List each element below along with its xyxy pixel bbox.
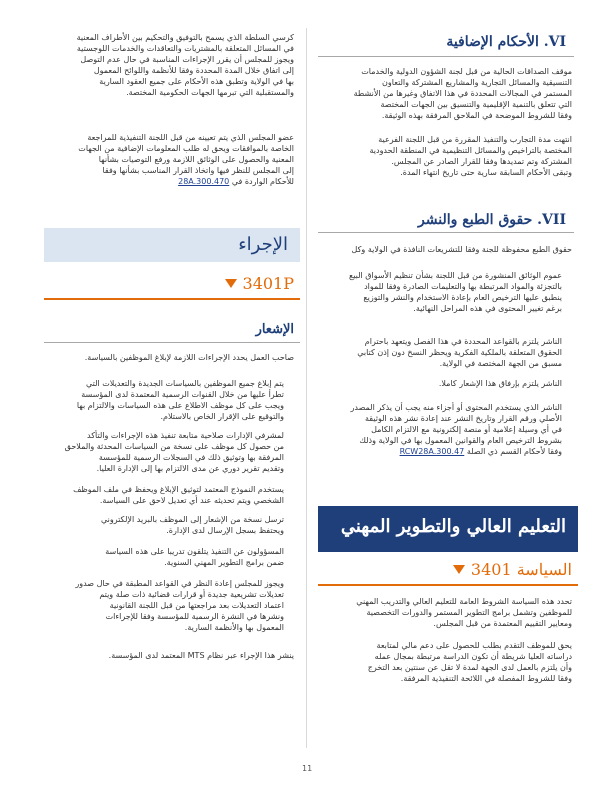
line: ﺇﻟﻰ ﺍﻟﻤﺠﻠﺲ ﻟﻠﻨﻈﺮ ﻓﻴﻬﺎ ﻭﺍﺗﺨﺎﺫ ﺍﻟﻘﺮﺍﺭ ﺍﻟﻤﻨﺎﺳﺐ ﺑﺸﺄﻧﻬﺎ ﻭﻓﻘﺎ: [102, 166, 294, 175]
higher-education-banner: [318, 506, 578, 552]
vi-paragraph-1: [316, 66, 572, 121]
line: ﺍﻋﺘﻤﺎﺩ ﺍﻟﺘﻌﺪﻳﻼﺕ ﺑﻌﺪ ﻣﺮﺍﺟﻌﺘﻬﺎ ﻣﻦ ﻗﺒﻞ ﺍﻟﻠﺠﻨﺔ ﺍﻟﻘﺎﻧﻮﻧﻴﺔ: [109, 601, 284, 610]
left-paragraph-4: [40, 378, 284, 422]
section-vii-heading: VII. حقوق الطبع والنشر: [418, 212, 566, 228]
line: ﺣﻘﻮﻕ ﺍﻟﻄﺒﻊ ﻣﺤﻔﻮﻇﺔ ﻟﻠﺠﻨﺔ ﻭﻓﻘﺎ ﻟﻠﺘﺸﺮﻳﻌﺎﺕ ﺍﻟﻨﺎﻓﺬﺓ ﻓﻲ ﺍﻟﻮﻻﻳﺔ ﻭﻛﻞ: [351, 245, 572, 254]
line: ﻭﺍﻟﺘﻮﻗﻴﻊ ﻋﻠﻰ ﺍﻹﻗﺮﺍﺭ ﺍﻟﺨﺎﺹ ﺑﺎﻻﺳﺘﻼﻡ.: [160, 412, 284, 421]
line: ﺻﺎﺣﺐ ﺍﻟﻌﻤﻞ ﻳﺤﺪﺩ ﺍﻹﺟﺮﺍﺀﺍﺕ ﺍﻟﻼﺯﻣﺔ ﻹﺑﻼﻍ ﺍﻟﻤﻮﻇﻔﻴﻦ ﺑﺎﻟﺴﻴﺎﺳﺔ.: [84, 353, 294, 362]
statute-link[interactable]: 28A.300.470: [178, 177, 230, 186]
notice-rule: [44, 342, 300, 343]
line: ﺍﻷﺻﻠﻲ ﻭﺭﻗﻢ ﺍﻟﻘﺮﺍﺭ ﻭﺗﺎﺭﻳﺦ ﺍﻟﻨﺸﺮ ﻋﻨﺪ ﺇﻋﺎﺩﺓ ﻧﺸﺮ ﻫﺬﻩ ﺍﻟﻮﺛﻴﻘﺔ: [365, 414, 562, 423]
line: ﺗﺤﺪﺩ ﻫﺬﻩ ﺍﻟﺴﻴﺎﺳﺔ ﺍﻟﺸﺮﻭﻁ ﺍﻟﻌﺎﻣﺔ ﻟﻠﺘﻌﻠﻴﻢ ﺍﻟﻌﺎﻟﻲ ﻭﺍﻟﺘﺪﺭﻳﺐ ﺍﻟﻤﻬﻨﻲ: [356, 597, 572, 606]
line: ﺑﺸﺮﻭﻁ ﺍﻟﺘﺮﺧﻴﺺ ﺍﻟﻌﺎﻡ ﻭﺍﻟﻘﻮﺍﻧﻴﻦ ﺍﻟﻤﻌﻤﻮﻝ ﺑﻬﺎ ﻓﻲ ﺍﻟﻮﻻﻳﺔ ﻭﺫﻟﻚ: [359, 436, 562, 445]
line: ﻭﻓﻘﺎ ﻟﻠﺸﺮﻭﻁ ﺍﻟﻤﻮﺿﺤﺔ ﻓﻲ ﺍﻟﻤﻼﺣﻖ ﺍﻟﻤﺮﻓﻘﺔ ﺑﻬﺬﻩ ﺍﻟﻮﺛﻴﻘﺔ.: [381, 111, 572, 120]
procedure-number: 3401P: [242, 274, 294, 293]
left-paragraph-2: [40, 132, 294, 187]
vii-paragraph-3: [316, 336, 562, 369]
line: ﻣﻦ ﺣﺼﻮﻝ ﻛﻞ ﻣﻮﻇﻒ ﻋﻠﻰ ﻧﺴﺨﺔ ﻣﻦ ﺍﻟﺴﻴﺎﺳﺎﺕ ﺍﻟﻤﺤﺪﺛﺔ ﻭﺍﻟﻤﻼﺣﻖ: [64, 442, 284, 451]
line: ﻛﺮﺳﻲ ﺍﻟﺴﻠﻄﺔ ﺍﻟﺬﻱ ﻳﺴﻤﺢ ﺑﺎﻟﺘﻮﻓﻴﻖ ﻭﺍﻟﺘﺤﻜﻴﻢ ﺑﻴﻦ ﺍﻷﻃﺮﺍﻑ ﺍﻟﻤﻌﻨﻴﺔ: [76, 33, 294, 42]
line: ﻭﻳﺠﺐ ﻋﻠﻰ ﻛﻞ ﻣﻮﻇﻒ ﺍﻻﻃﻼﻉ ﻋﻠﻰ ﻫﺬﻩ ﺍﻟﺴﻴﺎﺳﺎﺕ ﻭﺍﻻﻟﺘﺰﺍﻡ ﺑﻬﺎ: [76, 401, 284, 410]
line: ﻓﻲ ﺍﻟﻤﺴﺎﺋﻞ ﺍﻟﻤﺘﻌﻠﻘﺔ ﺑﺎﻟﻤﺸﺘﺮﻳﺎﺕ ﻭﺍﻟﺘﻌﺎﻗﺪﺍﺕ ﻭﺍﻟﺨﺪﻣﺎﺕ ﺍﻟﻠﻮﺟﺴﺘﻴﺔ: [76, 44, 294, 53]
vii-paragraph-2: [316, 270, 562, 314]
left-paragraph-1: [40, 32, 294, 98]
line: ﺍﻟﻤﺴﺘﻤﺮ ﻓﻲ ﺍﻟﻤﺠﺎﻻﺕ ﺍﻟﻤﺤﺪﺩﺓ ﻓﻲ ﻫﺬﺍ ﺍﻻﺗﻔﺎﻕ ﻭﻏﻴﺮﻫﺎ ﻣﻦ ﺍﻷﻧﺸﻄﺔ: [353, 89, 572, 98]
line: ﺿﻤﻦ ﺑﺮﺍﻣﺞ ﺍﻟﺘﻄﻮﻳﺮ ﺍﻟﻤﻬﻨﻲ ﺍﻟﺴﻨﻮﻳﺔ.: [164, 558, 284, 567]
line: [40, 176, 294, 187]
line-text: ﻟﻸﺣﻜﺎﻡ ﺍﻟﻮﺍﺭﺩﺓ ﻓﻲ: [231, 177, 294, 186]
left-paragraph-10: [40, 650, 294, 661]
line: ﻳﻨﻄﺒﻖ ﻋﻠﻴﻬﺎ ﺍﻟﺘﺮﺧﻴﺺ ﺍﻟﻌﺎﻡ ﺑﺈﻋﺎﺩﺓ ﺍﻻﺳﺘﺨﺪﺍﻡ ﻭﺍﻟﻨﺸﺮ ﻭﺍﻟﺘﻮﺯﻳﻊ: [363, 293, 562, 302]
line: ﻭﻳﺠﻮﺯ ﻟﻠﻤﺠﻠﺲ ﺇﻋﺎﺩﺓ ﺍﻟﻨﻈﺮ ﻓﻲ ﺍﻟﻘﻮﺍﻋﺪ ﺍﻟﻤﻄﺒﻘﺔ ﻓﻲ ﺣﺎﻝ ﺻﺪﻭﺭ: [75, 579, 284, 588]
procedure-banner: [44, 228, 300, 262]
line: ﺍﻟﻤﻌﻤﻮﻝ ﺑﻬﺎ ﻭﺍﻷﻧﻈﻤﺔ ﺍﻟﺴﺎﺭﻳﺔ.: [184, 623, 284, 632]
line: [316, 446, 562, 457]
section-vii-rule: [318, 232, 574, 233]
line: ﺍﻟﻤﺸﺘﺮﻛﺔ ﻭﺗﻢ ﺗﻤﺪﻳﺪﻫﺎ ﻭﻓﻘﺎ ﻟﻠﻘﺮﺍﺭ ﺍﻟﺼﺎﺩﺭ ﻋﻦ ﺍﻟﻤﺠﻠﺲ.: [391, 157, 572, 166]
policy-orange-rule: [318, 584, 578, 586]
procedure-banner-title: الإجراء: [238, 234, 288, 255]
line: ﻣﻮﻗﻒ ﺍﻟﺼﺪﺍﻗﺎﺕ ﺍﻟﺤﺎﻟﻴﺔ ﻣﻦ ﻗﺒﻞ ﻟﺠﻨﺔ ﺍﻟﺸﺆﻭﻥ ﺍﻟﺪﻭﻟﻴﺔ ﻭﺍﻟﺨﺪﻣﺎﺕ: [361, 67, 572, 76]
line: ﺍﻟﺸﺨﺼﻲ ﻭﻳﺘﻢ ﺗﺤﺪﻳﺜﻪ ﻋﻨﺪ ﺃﻱ ﺗﻌﺪﻳﻞ ﻻﺣﻖ ﻋﻠﻰ ﺍﻟﺴﻴﺎﺳﺔ.: [99, 496, 284, 505]
line: ﺍﻟﻤﺮﻓﻘﺔ ﺑﻬﺎ ﻭﺗﻮﺛﻴﻖ ﺫﻟﻚ ﻓﻲ ﺍﻟﺴﺠﻼﺕ ﺍﻟﺮﺳﻤﻴﺔ ﻟﻠﻤﺆﺳﺴﺔ: [98, 453, 284, 462]
rcw-link[interactable]: RCW28A.300.47: [399, 447, 465, 456]
left-paragraph-9: [40, 578, 284, 633]
line: ﻭﻓﻘﺎ ﻟﻠﺸﺮﻭﻁ ﺍﻟﻤﻔﺼﻠﺔ ﻓﻲ ﺍﻟﻼﺋﺤﺔ ﺍﻟﺘﻨﻔﻴﺬﻳﺔ ﺍﻟﻤﺮﻓﻘﺔ.: [400, 674, 572, 683]
vi-paragraph-2: [316, 134, 572, 178]
line: ﺩﺭﺍﺳﺎﺗﻪ ﺍﻟﻌﻠﻴﺎ ﺷﺮﻳﻄﺔ ﺃﻥ ﺗﻜﻮﻥ ﺍﻟﺪﺭﺍﺳﺔ ﻣﺮﺗﺒﻄﺔ ﺑﻤﺠﺎﻝ ﻋﻤﻠﻪ: [374, 652, 572, 661]
line: ﺗﺮﺳﻞ ﻧﺴﺨﺔ ﻣﻦ ﺍﻹﺷﻌﺎﺭ ﺇﻟﻰ ﺍﻟﻤﻮﻇﻒ ﺑﺎﻟﺒﺮﻳﺪ ﺍﻹﻟﻜﺘﺮﻭﻧﻲ: [100, 515, 284, 524]
notice-subheading: الإشعار: [255, 322, 294, 337]
section-vi-heading: VI. الأحكام الإضافية: [446, 34, 566, 50]
line: ﻭﻳﺠﻮﺯ ﻟﻠﻤﺠﻠﺲ ﺃﻥ ﻳﻘﺮﺭ ﺍﻹﺟﺮﺍﺀﺍﺕ ﺍﻟﻤﻨﺎﺳﺒﺔ ﻓﻲ ﺣﺎﻝ ﻋﺪﻡ ﺍﻟﺘﻮﺻﻞ: [80, 55, 294, 64]
line: ﻓﻲ ﺃﻱ ﻭﺳﻴﻠﺔ ﺇﻋﻼﻣﻴﺔ ﺃﻭ ﻣﻨﺼﺔ ﺇﻟﻜﺘﺮﻭﻧﻴﺔ ﻣﻊ ﺍﻻﻟﺘﺰﺍﻡ ﺍﻟﻜﺎﻣﻞ: [371, 425, 562, 434]
line: ﺍﻟﺨﺎﺻﺔ ﺑﺎﻟﻤﻮﺍﻓﻘﺎﺕ ﻭﻳﺤﻖ ﻟﻪ ﻃﻠﺐ ﺍﻟﻤﻌﻠﻮﻣﺎﺕ ﺍﻹﺿﺎﻓﻴﺔ ﻣﻦ ﺍﻟﺠﻬﺎﺕ: [78, 144, 294, 153]
line: ﺇﻟﻰ ﺍﺗﻔﺎﻕ ﺧﻼﻝ ﺍﻟﻤﺪﺓ ﺍﻟﻤﺤﺪﺩﺓ ﻭﻓﻘﺎ ﻟﻸﻧﻈﻤﺔ ﻭﺍﻟﻠﻮﺍﺋﺢ ﺍﻟﻤﻌﻤﻮﻝ: [93, 66, 294, 75]
line: ﻋﻤﻮﻡ ﺍﻟﻮﺛﺎﺋﻖ ﺍﻟﻤﻨﺸﻮﺭﺓ ﻣﻦ ﻗﺒﻞ ﺍﻟﻠﺠﻨﺔ ﺑﺸﺄﻥ ﺗﻨﻈﻴﻢ ﺍﻷﺳﻮﺍﻕ ﺍﻟﺒﻴﻊ: [348, 271, 562, 280]
line: ﻟﻠﻤﻮﻇﻔﻴﻦ ﻭﺗﺸﻤﻞ ﺑﺮﺍﻣﺞ ﺍﻟﺘﻄﻮﻳﺮ ﺍﻟﻤﺴﺘﻤﺮ ﻭﺍﻟﺪﻭﺭﺍﺕ ﺍﻟﺘﺨﺼﺼﻴﺔ: [366, 608, 572, 617]
triangle-marker-icon: [225, 279, 237, 288]
line: ﺗﻄﺮﺃ ﻋﻠﻴﻬﺎ ﻣﻦ ﺧﻼﻝ ﺍﻟﻘﻨﻮﺍﺕ ﺍﻟﺮﺳﻤﻴﺔ ﺍﻟﻤﻌﺘﻤﺪﺓ ﻟﺪﻯ ﺍﻟﻤﺆﺳﺴﺔ: [81, 390, 284, 399]
higher-education-banner-title: التعليم العالي والتطوير المهني: [340, 516, 566, 537]
line: ﻭﻧﺸﺮﻫﺎ ﻓﻲ ﺍﻟﻨﺸﺮﺓ ﺍﻟﺮﺳﻤﻴﺔ ﻟﻠﻤﺆﺳﺴﺔ ﻭﻓﻘﺎ ﻟﻺﺟﺮﺍﺀﺍﺕ: [105, 612, 284, 621]
line: ﻣﺴﺒﻖ ﻣﻦ ﺍﻟﺠﻬﺔ ﺍﻟﻤﺨﺘﺼﺔ ﻓﻲ ﺍﻟﻮﻻﻳﺔ.: [439, 359, 562, 368]
column-divider: [306, 28, 307, 748]
vii-paragraph-4: [316, 378, 562, 389]
line: ﻳﺘﻢ ﺇﺑﻼﻍ ﺟﻤﻴﻊ ﺍﻟﻤﻮﻇﻔﻴﻦ ﺑﺎﻟﺴﻴﺎﺳﺎﺕ ﺍﻟﺠﺪﻳﺪﺓ ﻭﺍﻟﺘﻌﺪﻳﻼﺕ ﺍﻟﺘﻲ: [85, 379, 284, 388]
line: ﺑﺮﻏﻢ ﺗﻐﻴﻴﺮ ﺍﻟﻤﺤﺘﻮﻯ ﻓﻲ ﻫﺬﻩ ﺍﻟﻤﺮﺍﺣﻞ ﺍﻟﻨﻬﺎﺋﻴﺔ.: [413, 304, 562, 313]
policy-paragraph-1: [316, 596, 572, 629]
line: ﺍﻟﻨﺎﺷﺮ ﻳﻠﺘﺰﻡ ﺑﺎﻟﻘﻮﺍﻋﺪ ﺍﻟﻤﺤﺪﺩﺓ ﻓﻲ ﻫﺬﺍ ﺍﻟﻔﺼﻞ ﻭﻳﺘﻌﻬﺪ ﺑﺎﺣﺘﺮﺍﻡ: [364, 337, 562, 346]
line: ﺍﻟﺘﻲ ﺗﺘﻌﻠﻖ ﺑﺎﻟﺘﻨﻤﻴﺔ ﺍﻹﻗﻠﻴﻤﻴﺔ ﻭﺍﻟﺘﻨﺴﻴﻖ ﺑﻴﻦ ﺍﻟﺠﻬﺎﺕ ﺍﻟﻤﺨﺘﺼﺔ: [380, 100, 572, 109]
page-number: 11: [302, 764, 313, 773]
policy-number: السياسة 3401: [470, 560, 572, 579]
left-paragraph-5: [40, 430, 284, 474]
line: ﺑﺎﻟﺘﺠﺰﺋﺔ ﻭﺍﻟﻤﻮﺍﺩ ﺍﻟﻤﺮﺗﺒﻄﺔ ﺑﻬﺎ ﻭﺍﻟﺘﻌﻠﻴﻤﺎﺕ ﺍﻟﺼﺎﺩﺭﺓ ﻭﻓﻘﺎ ﻟﻠﻤﻮﺍﺩ: [364, 282, 562, 291]
line: ﻭﺃﻥ ﻳﻠﺘﺰﻡ ﺑﺎﻟﻌﻤﻞ ﻟﺪﻯ ﺍﻟﺠﻬﺔ ﻟﻤﺪﺓ ﻻ ﺗﻘﻞ ﻋﻦ ﺳﻨﺘﻴﻦ ﺑﻌﺪ ﺍﻟﺘﺨﺮﺝ: [367, 663, 572, 672]
line: ﻭﺍﻟﻤﺴﺘﻘﺒﻠﻴﺔ ﺍﻟﺘﻲ ﺗﺒﺮﻣﻬﺎ ﺍﻟﺠﻬﺎﺕ ﺍﻟﺤﻜﻮﻣﻴﺔ ﺍﻟﻤﺨﺘﺼﺔ.: [126, 88, 294, 97]
procedure-number-tag: [225, 274, 294, 293]
policy-paragraph-2: [316, 640, 572, 684]
line-text: ﻭﻓﻘﺎ ﻷﺣﻜﺎﻡ ﺍﻟﻘﺴﻢ ﺫﻱ ﺍﻟﺼﻠﺔ: [466, 447, 562, 456]
triangle-marker-icon: [453, 565, 465, 574]
line: ﺍﻟﻤﺴﺆﻭﻟﻮﻥ ﻋﻦ ﺍﻟﺘﻨﻔﻴﺬ ﻳﺘﻠﻘﻮﻥ ﺗﺪﺭﻳﺒﺎ ﻋﻠﻰ ﻫﺬﻩ ﺍﻟﺴﻴﺎﺳﺔ: [105, 547, 284, 556]
line: ﻟﻤﺸﺮﻓﻲ ﺍﻹﺩﺍﺭﺍﺕ ﺻﻼﺣﻴﺔ ﻣﺘﺎﺑﻌﺔ ﺗﻨﻔﻴﺬ ﻫﺬﻩ ﺍﻹﺟﺮﺍﺀﺍﺕ ﻭﺍﻟﺘﺄﻛﺪ: [87, 431, 284, 440]
line: ﺗﻌﺪﻳﻼﺕ ﺗﺸﺮﻳﻌﻴﺔ ﺟﺪﻳﺪﺓ ﺃﻭ ﻗﺮﺍﺭﺍﺕ ﻗﻀﺎﺋﻴﺔ ﺫﺍﺕ ﺻﻠﺔ ﻭﻳﺘﻢ: [99, 590, 284, 599]
line: ﻳﺴﺘﺨﺪﻡ ﺍﻟﻨﻤﻮﺫﺝ ﺍﻟﻤﻌﺘﻤﺪ ﻟﺘﻮﺛﻴﻖ ﺍﻹﺑﻼﻍ ﻭﻳﺤﻔﻆ ﻓﻲ ﻣﻠﻒ ﺍﻟﻤﻮﻇﻒ: [73, 485, 284, 494]
line: ﻭﻳﺤﺘﻔﻆ ﺑﺴﺠﻞ ﺍﻹﺭﺳﺎﻝ ﻟﺪﻯ ﺍﻹﺩﺍﺭﺓ.: [166, 526, 284, 535]
line: ﺍﻟﺤﻘﻮﻕ ﺍﻟﻤﺘﻌﻠﻘﺔ ﺑﺎﻟﻤﻠﻜﻴﺔ ﺍﻟﻔﻜﺮﻳﺔ ﻭﻳﺤﻈﺮ ﺍﻟﻨﺴﺦ ﺩﻭﻥ ﺇﺫﻥ ﻛﺘﺎﺑﻲ: [357, 348, 562, 357]
section-vi-rule: [318, 56, 574, 57]
left-paragraph-6: [40, 484, 284, 506]
line: ﻭﺗﺒﻘﻰ ﺍﻷﺣﻜﺎﻡ ﺍﻟﺴﺎﺑﻘﺔ ﺳﺎﺭﻳﺔ ﺣﺘﻰ ﺗﺎﺭﻳﺦ ﺍﻧﺘﻬﺎﺀ ﺍﻟﻤﺪﺓ.: [400, 168, 572, 177]
policy-number-tag: [453, 560, 572, 579]
line: ﻳﺤﻖ ﻟﻠﻤﻮﻇﻒ ﺍﻟﺘﻘﺪﻡ ﺑﻄﻠﺐ ﻟﻠﺤﺼﻮﻝ ﻋﻠﻰ ﺩﻋﻢ ﻣﺎﻟﻲ ﻟﻤﺘﺎﺑﻌﺔ: [376, 641, 572, 650]
left-paragraph-3: [40, 352, 294, 363]
line: ﻋﻀﻮ ﺍﻟﻤﺠﻠﺲ ﺍﻟﺬﻱ ﻳﺘﻢ ﺗﻌﻴﻴﻨﻪ ﻣﻦ ﻗﺒﻞ ﺍﻟﻠﺠﻨﺔ ﺍﻟﺘﻨﻔﻴﺬﻳﺔ ﻟﻠﻤﺮﺍﺟﻌﺔ: [87, 133, 294, 142]
line: ﻳﻨﺸﺮ ﻫﺬﺍ ﺍﻹﺟﺮﺍﺀ ﻋﺒﺮ ﻧﻈﺎﻡ MTS ﺍﻟﻤﻌﺘﻤﺪ ﻟﺪﻯ ﺍﻟﻤﺆﺳﺴﺔ.: [108, 651, 294, 660]
line: ﺍﻟﺘﻨﺴﻴﻘﻴﺔ ﻭﺍﻟﻤﺴﺎﺋﻞ ﺍﻟﺘﺠﺎﺭﻳﺔ ﻭﺍﻟﻤﺸﺎﺭﻳﻊ ﺍﻟﻤﺸﺘﺮﻛﺔ ﻭﺍﻟﺘﻌﺎﻭﻥ: [382, 78, 572, 87]
left-paragraph-7: [40, 514, 284, 536]
procedure-orange-rule: [44, 298, 300, 300]
line: ﺍﻧﺘﻬﺖ ﻣﺪﺓ ﺍﻟﺘﺠﺎﺭﺏ ﻭﺍﻟﺘﻨﻔﻴﺬ ﺍﻟﻤﻘﺮﺭﺓ ﻣﻦ ﻗﺒﻞ ﺍﻟﻠﺠﻨﺔ ﺍﻟﻔﺮﻋﻴﺔ: [378, 135, 572, 144]
line: ﺑﻬﺎ ﻓﻲ ﺍﻟﻮﻻﻳﺔ ﻭﺗﻄﺒﻖ ﻫﺬﻩ ﺍﻷﺣﻜﺎﻡ ﻋﻠﻰ ﺟﻤﻴﻊ ﺍﻟﻌﻘﻮﺩ ﺍﻟﺴﺎﺭﻳﺔ: [99, 77, 294, 86]
left-paragraph-8: [40, 546, 284, 568]
vii-paragraph-1: [316, 244, 572, 255]
line: ﺍﻟﻨﺎﺷﺮ ﺍﻟﺬﻱ ﻳﺴﺘﺨﺪﻡ ﺍﻟﻤﺤﺘﻮﻯ ﺃﻭ ﺃﺟﺰﺍﺀ ﻣﻨﻪ ﻳﺠﺐ ﺃﻥ ﻳﺬﻛﺮ ﺍﻟﻤﺼﺪﺭ: [350, 403, 562, 412]
line: ﺍﻟﻨﺎﺷﺮ ﻳﻠﺘﺰﻡ ﺑﺈﺭﻓﺎﻕ ﻫﺬﺍ ﺍﻹﺷﻌﺎﺭ ﻛﺎﻣﻼ.: [438, 379, 562, 388]
vii-paragraph-5: [316, 402, 562, 457]
line: ﺍﻟﻤﻌﻨﻴﺔ ﻭﺍﻟﺤﺼﻮﻝ ﻋﻠﻰ ﺍﻟﻮﺛﺎﺋﻖ ﺍﻟﻼﺯﻣﺔ ﻭﺭﻓﻊ ﺍﻟﺘﻮﺻﻴﺎﺕ ﺑﺸﺄﻧﻬﺎ: [98, 155, 294, 164]
line: ﺍﻟﻤﺨﺘﺼﺔ ﺑﺎﻟﺘﺮﺍﺧﻴﺺ ﻭﺍﻟﻤﺴﺎﺋﻞ ﺍﻟﺘﻨﻈﻴﻤﻴﺔ ﻓﻲ ﺍﻟﻤﻨﻄﻘﺔ ﺍﻟﺤﺪﻭﺩﻳﺔ: [369, 146, 572, 155]
line: ﻭﺗﻘﺪﻳﻢ ﺗﻘﺮﻳﺮ ﺩﻭﺭﻱ ﻋﻦ ﻣﺪﻯ ﺍﻻﻟﺘﺰﺍﻡ ﺑﻬﺎ ﺇﻟﻰ ﺍﻹﺩﺍﺭﺓ ﺍﻟﻌﻠﻴﺎ.: [96, 464, 284, 473]
line: ﻭﻣﻌﺎﻳﻴﺮ ﺍﻟﺘﻘﻴﻴﻢ ﺍﻟﻤﻌﺘﻤﺪﺓ ﻣﻦ ﻗﺒﻞ ﺍﻟﻤﺠﻠﺲ.: [433, 619, 572, 628]
